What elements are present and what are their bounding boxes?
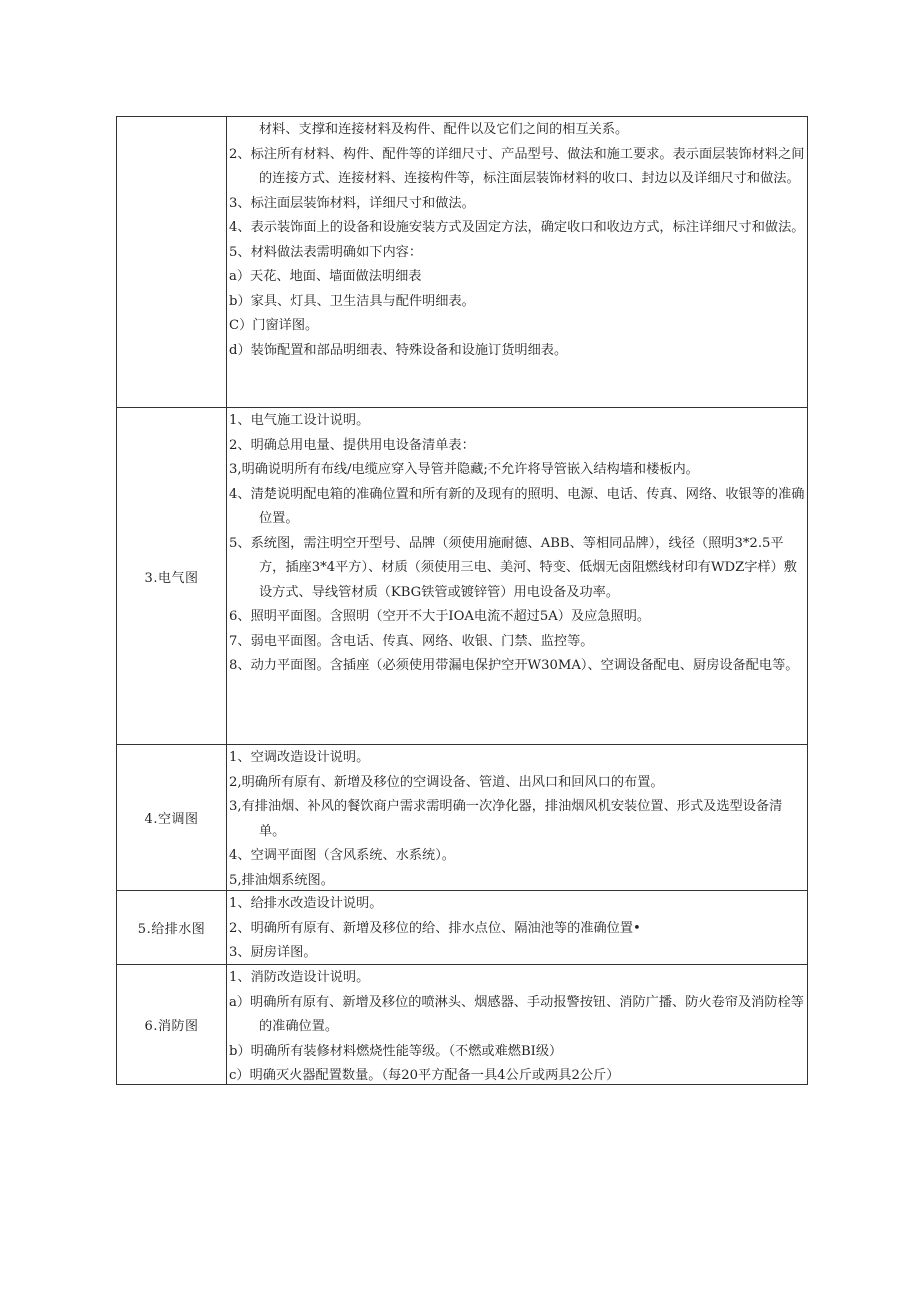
list-item: 1、电气施工设计说明。 [229, 413, 370, 428]
list-item: 3,明确说明所有布线/电缆应穿入导管并隐藏;不允许将导管嵌入结构墙和楼板内。 [229, 462, 699, 477]
list-item: c）明确灭火器配置数量。（每20平方配备一具4公斤或两具2公斤） [229, 1068, 620, 1083]
list-item: 8、动力平面图。含插座（必须使用带漏电保护空开W30MA）、空调设备配电、厨房设备配电等。 [229, 658, 799, 673]
requirements-table [116, 116, 808, 1085]
list-item: 3、标注面层装饰材料，详细尺寸和做法。 [229, 195, 475, 211]
list-item: 3、厨房详图。 [229, 945, 317, 960]
list-item: a）天花、地面、墙面做法明细表 [229, 269, 422, 284]
table-row [116, 407, 808, 744]
list-item: 2、标注所有材料、构件、配件等的详细尺寸、产品型号、做法和施工要求。表示面层装饰材料之间的连接方式、连接材料、连接构件等，标注面层装饰材料的收口、封边以及详细尺寸和做法。 [229, 146, 805, 186]
list-item: 5、材料做法表需明确如下内容： [229, 244, 423, 260]
list-item: 4、空调平面图（含风系统、水系统）。 [229, 848, 455, 863]
list-item: 2、明确所有原有、新增及移位的给、排水点位、隔油池等的准确位置• [229, 920, 641, 936]
table-row [116, 744, 808, 890]
list-item: 5,排油烟系统图。 [229, 872, 334, 888]
row-content [227, 117, 807, 407]
list-item: 1、给排水改造设计说明。 [229, 896, 383, 911]
list-item: b）明确所有装修材料燃烧性能等级。（不燃或难燃BI级） [229, 1043, 563, 1059]
list-item: 2、明确总用电量、提供用电设备清单表： [229, 437, 475, 453]
row-label: 5.给排水图 [117, 891, 227, 964]
list-item: 1、空调改造设计说明。 [229, 750, 370, 765]
row-label [117, 117, 227, 407]
table-row [116, 964, 808, 1085]
list-item: a）明确所有原有、新增及移位的喷淋头、烟感器、手动报警按钮、消防广播、防火卷帘及消防栓等的准确位置。 [229, 994, 804, 1034]
row-content [227, 745, 807, 890]
table-row [116, 116, 808, 407]
table-row [116, 890, 808, 964]
row-label: 6.消防图 [117, 965, 227, 1084]
list-item: 2,明确所有原有、新增及移位的空调设备、管道、出风口和回风口的布置。 [229, 774, 664, 790]
list-item: 6、照明平面图。含照明（空开不大于IOA电流不超过5A）及应急照明。 [229, 609, 651, 624]
list-item: d）装饰配置和部品明细表、特殊设备和设施订货明细表。 [229, 342, 568, 358]
list-item: 7、弱电平面图。含电话、传真、网络、收银、门禁、监控等。 [229, 633, 594, 649]
list-item: b）家具、灯具、卫生洁具与配件明细表。 [229, 293, 475, 309]
list-item: 3,有排油烟、补风的餐饮商户需求需明确一次净化器，排油烟风机安装位置、形式及选型设备清单。 [229, 799, 783, 839]
row-label: 3.电气图 [117, 408, 227, 744]
list-item: 4、表示装饰面上的设备和设施安装方式及固定方法，确定收口和收边方式，标注详细尺寸和做法。 [229, 220, 805, 235]
row-content [227, 965, 807, 1084]
list-item: 1、消防改造设计说明。 [229, 970, 370, 985]
list-item: C）门窗详图。 [229, 318, 319, 333]
row-label: 4.空调图 [117, 745, 227, 890]
row-content [227, 891, 807, 964]
row-content [227, 408, 807, 744]
list-item: 材料、支撑和连接材料及构件、配件以及它们之间的相互关系。 [259, 122, 629, 137]
list-item: 4、清楚说明配电箱的准确位置和所有新的及现有的照明、电源、电话、传真、网络、收银等的准确位置。 [229, 486, 805, 526]
list-item: 5、系统图，需注明空开型号、品牌（须使用施耐德、ABB、等相同品牌），线径（照明3*2.5平方，插座3*4平方）、材质（须使用三电、美河、特变、低烟无卤阻燃线材印有WDZ字样）敷设方式、导线管材质（KBG铁管或镀锌管）用电设备及功率。 [229, 535, 797, 600]
